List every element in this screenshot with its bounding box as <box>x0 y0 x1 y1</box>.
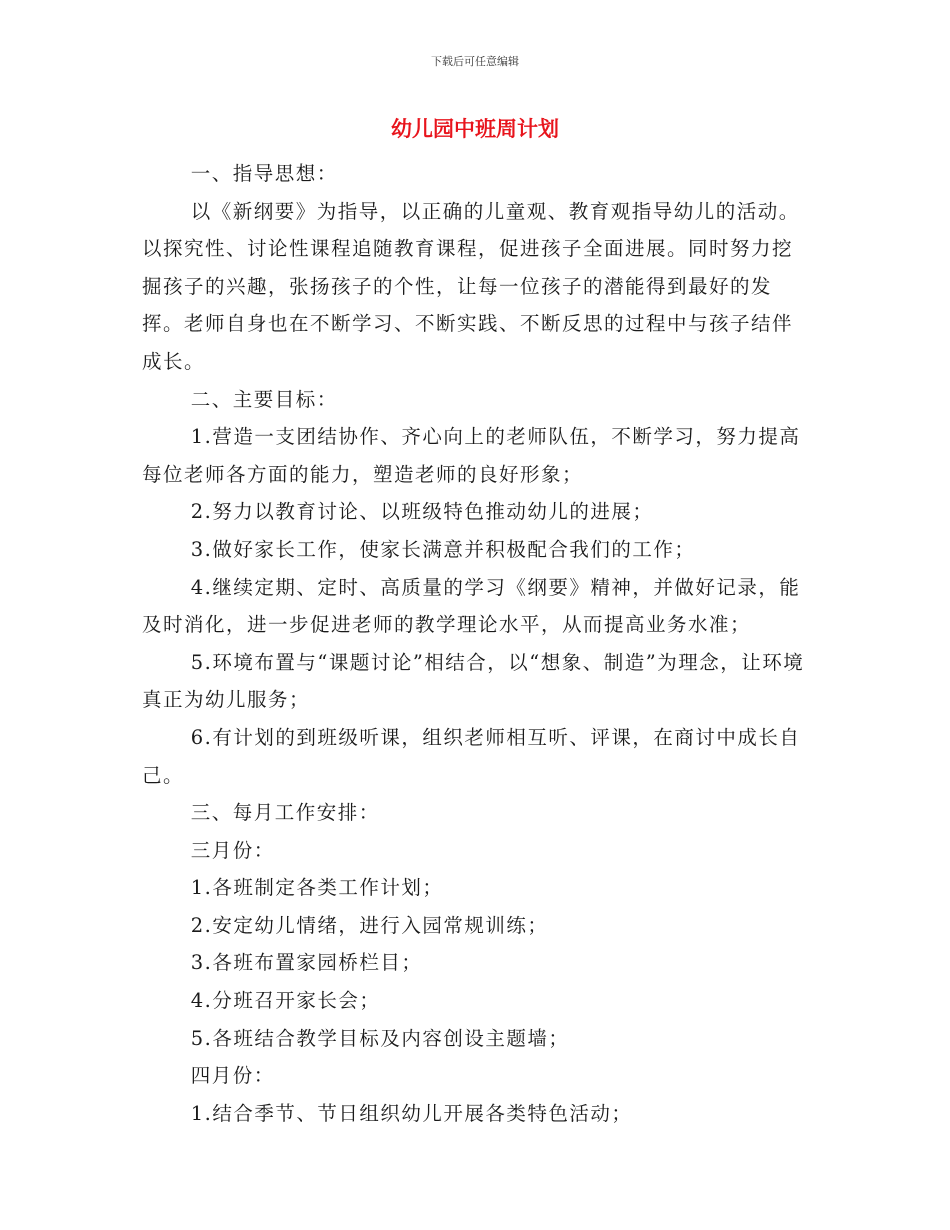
march-item-4: 4.分班召开家长会； <box>190 989 381 1013</box>
march-item-1: 1.各班制定各类工作计划； <box>190 876 444 900</box>
section-heading-monthly-plan: 三、每月工作安排： <box>190 801 380 825</box>
march-item-5: 5.各班结合教学目标及内容创设主题墙； <box>190 1026 570 1050</box>
goal-item-2: 2.努力以教育讨论、以班级特色推动幼儿的进展； <box>190 500 654 524</box>
goal-item-5: 5.环境布置与“课题讨论”相结合，以“想象、制造”为理念，让环境真正为幼儿服务； <box>142 650 805 712</box>
section-heading-main-goals: 二、主要目标： <box>190 387 338 411</box>
month-heading-march: 三月份： <box>190 838 275 862</box>
document-title: 幼儿园中班周计划 <box>391 117 559 141</box>
march-item-2: 2.安定幼儿情绪，进行入园常规训练； <box>190 913 549 937</box>
paragraph-guiding-thought: 以《新纲要》为指导，以正确的儿童观、教育观指导幼儿的活动。以探究性、讨论性课程追随教育课程，促进孩子全面进展。同时努力挖掘孩子的兴趣，张扬孩子的个性，让每一位孩子的潜能得到最好的发挥。老师自身也在不断学习、不断实践、不断反思的过程中与孩子结伴成长。 <box>142 199 800 373</box>
goal-item-1: 1.营造一支团结协作、齐心向上的老师队伍，不断学习，努力提高每位老师各方面的能力，塑造老师的良好形象； <box>142 425 801 486</box>
month-heading-april: 四月份： <box>190 1064 275 1088</box>
march-item-3: 3.各班布置家园桥栏目； <box>190 951 423 975</box>
header-note: 下载后可任意编辑 <box>431 55 519 68</box>
document-body <box>142 155 810 1132</box>
section-heading-guiding-thought: 一、指导思想： <box>190 162 338 185</box>
goal-item-6: 6.有计划的到班级听课，组织老师相互听、评课，在商讨中成长自己。 <box>142 725 801 787</box>
goal-item-4: 4.继续定期、定时、高质量的学习《纲要》精神，并做好记录，能及时消化，进一步促进老师的教学理论水平，从而提高业务水准； <box>142 575 801 637</box>
april-item-1: 1.结合季节、节日组织幼儿开展各类特色活动； <box>190 1101 633 1125</box>
goal-item-3: 3.做好家长工作，使家长满意并积极配合我们的工作； <box>190 537 696 561</box>
